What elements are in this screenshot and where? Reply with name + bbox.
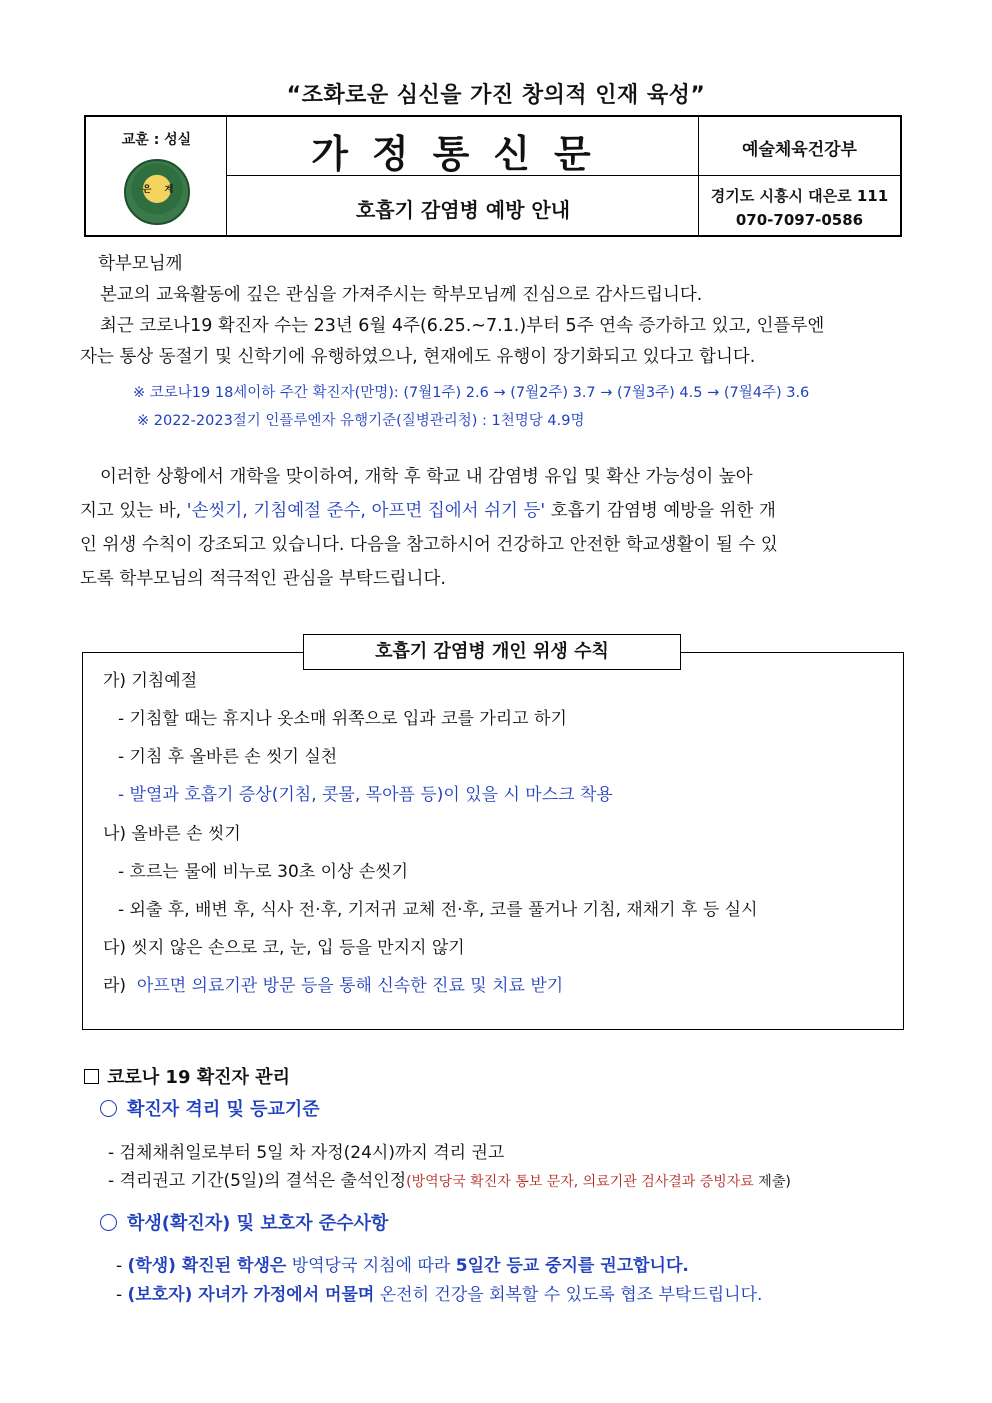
- contact-info: [699, 184, 900, 232]
- student-rule: [116, 1255, 689, 1277]
- isolation-rule-2-note: (방역당국 확진자 통보 문자, 의료기관 검사결과 증빙자료: [406, 1174, 754, 1190]
- department: 예술체육건강부: [742, 140, 857, 160]
- dept-cell: [699, 117, 900, 176]
- rule-na-heading: 나) 올바른 손 씻기: [103, 824, 241, 844]
- p3-text-a: 지고 있는 바,: [80, 501, 187, 521]
- paragraph-3-line-3: 인 위생 수칙이 강조되고 있습니다. 다음을 참고하시어 건강하고 안전한 학교생활이 될 수 있: [80, 535, 778, 555]
- logo-text-left: 은: [142, 185, 152, 195]
- isolation-rule-1: - 검체채취일로부터 5일 차 자정(24시)까지 격리 권고: [108, 1143, 505, 1163]
- covid-sub-2: [100, 1209, 388, 1235]
- rule-ga-3: - 발열과 호흡기 증상(기침, 콧물, 목아픔 등)이 있을 시 마스크 착용: [118, 785, 613, 805]
- logo-text-right: 계: [164, 185, 174, 195]
- header-table: [84, 115, 902, 237]
- isolation-rule-2: [108, 1170, 791, 1193]
- guardian-rule: [116, 1284, 762, 1306]
- covid-sub-1-text: 확진자 격리 및 등교기준: [127, 1099, 320, 1120]
- paragraph-3-line-2: [80, 496, 920, 527]
- p3-highlight: '손씻기, 기침예절 준수, 아프면 집에서 쉬기 등': [186, 501, 546, 521]
- page-subtitle: 호흡기 감염병 예방 안내: [355, 198, 571, 222]
- greeting: 학부모님께: [98, 254, 183, 274]
- circle-bullet-icon: [100, 1214, 117, 1231]
- page-title: 가정통신문: [311, 132, 615, 176]
- motto: “조화로운 심신을 가진 창의적 인재 육성”: [286, 83, 706, 108]
- covid-sub-2-text: 학생(확진자) 및 보호자 준수사항: [127, 1213, 389, 1234]
- p3-text-c: 호흡기 감염병 예방을 위한 개: [545, 501, 776, 521]
- note-flu-standard: ※ 2022-2023절기 인플루엔자 유행기준(질병관리청) : 1천명당 4.9명: [137, 413, 585, 429]
- rule-da: 다) 씻지 않은 손으로 코, 눈, 입 등을 만지지 않기: [103, 938, 465, 958]
- phone: 070-7097-0586: [735, 211, 864, 229]
- rule-ra-text: 아프면 의료기관 방문 등을 통해 신속한 진료 및 치료 받기: [136, 976, 564, 996]
- rule-ra-label: 라): [103, 976, 127, 996]
- student-rule-dash: -: [116, 1256, 128, 1276]
- paragraph-1: 본교의 교육활동에 깊은 관심을 가져주시는 학부모님께 진심으로 감사드립니다.: [100, 285, 703, 305]
- student-rule-bold: (학생) 확진된 학생은: [127, 1256, 287, 1276]
- rule-ga-heading: 가) 기침예절: [103, 671, 198, 691]
- paragraph-2-line-1: 최근 코로나19 확진자 수는 23년 6월 4주(6.25.~7.1.)부터 5주 연속 증가하고 있고, 인플루엔: [100, 316, 825, 336]
- guardian-rule-text: 온전히 건강을 회복할 수 있도록 협조 부탁드립니다.: [374, 1285, 763, 1305]
- subtitle-cell: [227, 176, 699, 235]
- rule-ra: [103, 975, 563, 997]
- covid-heading: [84, 1063, 290, 1089]
- note-covid-stats: ※ 코로나19 18세이하 주간 확진자(만명): (7월1주) 2.6 → (7월2주) 3.7 → (7월3주) 4.5 → (7월4주) 3.6: [133, 385, 810, 401]
- covid-heading-text: 코로나 19 확진자 관리: [107, 1067, 290, 1088]
- circle-bullet-icon: [100, 1100, 117, 1117]
- guardian-rule-bold: (보호자) 자녀가 가정에서 머물며: [127, 1285, 375, 1305]
- rule-ga-2: - 기침 후 올바른 손 씻기 실천: [118, 747, 338, 767]
- hygiene-rules-title: 호흡기 감염병 개인 위생 수칙: [303, 634, 681, 670]
- student-rule-text: 방역당국 지침에 따라: [286, 1256, 456, 1276]
- school-motto: 교훈 : 성실: [121, 132, 192, 148]
- address-cell: [699, 176, 900, 235]
- covid-sub-1: [100, 1095, 320, 1121]
- logo-cell: [86, 117, 227, 235]
- paragraph-2-line-2: 자는 통상 동절기 및 신학기에 유행하였으나, 현재에도 유행이 장기화되고 있다고 합니다.: [80, 347, 756, 367]
- rule-na-1: - 흐르는 물에 비누로 30초 이상 손씻기: [118, 862, 409, 882]
- rule-ga-1: - 기침할 때는 휴지나 옷소매 위쪽으로 입과 코를 가리고 하기: [118, 709, 567, 729]
- rule-na-2: - 외출 후, 배변 후, 식사 전·후, 기저귀 교체 전·후, 코를 풀거나 기침, 재채기 후 등 실시: [118, 900, 758, 920]
- isolation-rule-2-a: - 격리권고 기간(5일)의 결석은 출석인정: [108, 1171, 407, 1191]
- address: 경기도 시흥시 대은로 111: [710, 187, 889, 205]
- student-rule-bold-2: 5일간 등교 중지를 권고합니다.: [455, 1256, 689, 1276]
- checkbox-square-icon: [84, 1069, 99, 1084]
- guardian-rule-dash: -: [116, 1285, 128, 1305]
- paragraph-3-line-1: 이러한 상황에서 개학을 맞이하여, 개학 후 학교 내 감염병 유입 및 확산 가능성이 높아: [100, 467, 753, 487]
- title-cell: [227, 117, 699, 176]
- isolation-rule-2-c: 제출): [753, 1174, 791, 1190]
- paragraph-3-line-4: 도록 학부모님의 적극적인 관심을 부탁드립니다.: [80, 569, 446, 589]
- school-logo: [124, 159, 190, 225]
